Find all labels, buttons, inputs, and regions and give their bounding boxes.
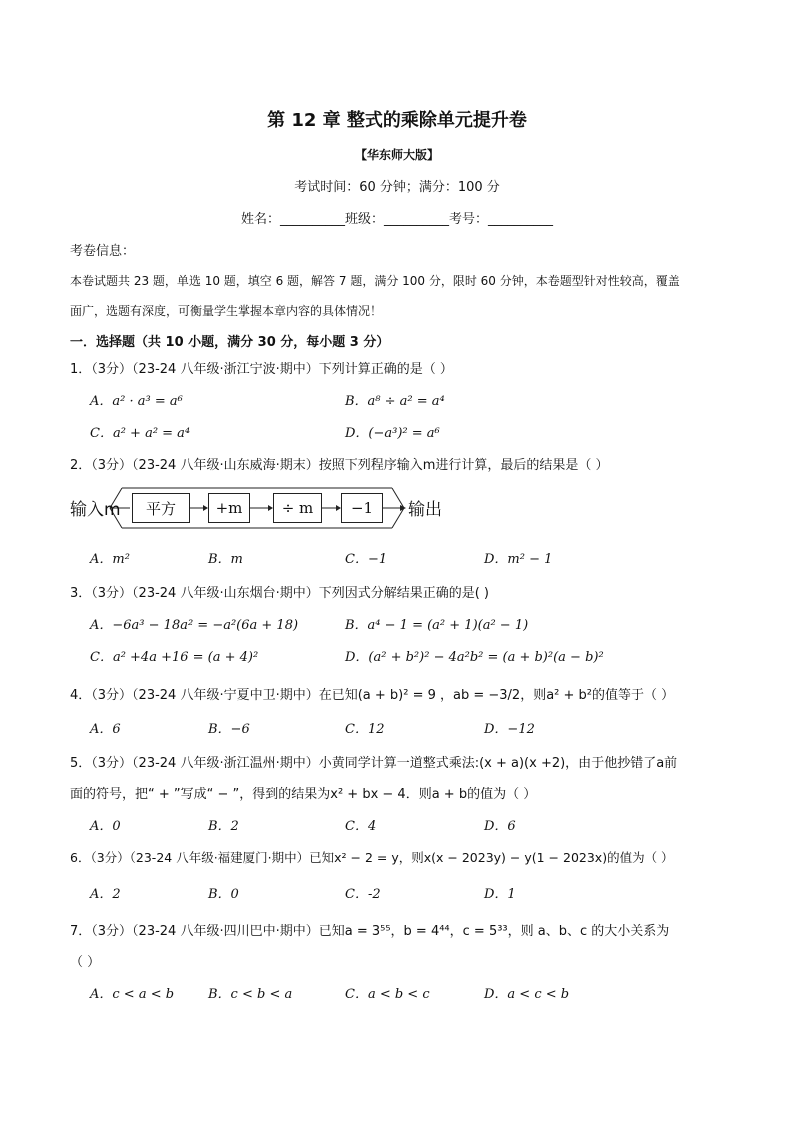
question-6-option-d: D．1 bbox=[484, 887, 516, 902]
question-3-option-d: D．(a² + b²)² − 4a²b² = (a + b)²(a − b)² bbox=[345, 650, 604, 665]
flow-step-minus-1: −1 bbox=[341, 493, 383, 523]
question-5-stem-continued: 面的符号，把“ + ”写成“ − ”，得到的结果为x² + bx − 4．则a + b的值为（ ） bbox=[70, 787, 537, 802]
question-5-option-a: A．0 bbox=[90, 819, 121, 834]
question-4-option-c: C．12 bbox=[345, 722, 385, 737]
question-1-option-c: C．a² + a² = a⁴ bbox=[90, 426, 191, 441]
question-3-option-b: B．a⁴ − 1 = (a² + 1)(a² − 1) bbox=[345, 618, 529, 633]
edition-label: 【华东师大版】 bbox=[354, 148, 439, 162]
question-2-option-b: B．m bbox=[208, 552, 243, 567]
question-5-stem: 5．（3分）（23-24 八年级·浙江温州·期中）小黄同学计算一道整式乘法:(x + a)(x +2)，由于他抄错了a前 bbox=[70, 756, 678, 771]
question-7-option-b: B．c < b < a bbox=[208, 987, 293, 1002]
question-5-option-d: D．6 bbox=[484, 819, 516, 834]
question-1-stem: 1．（3分）（23-24 八年级·浙江宁波·期中）下列计算正确的是（ ） bbox=[70, 362, 453, 377]
question-2-option-d: D．m² − 1 bbox=[484, 552, 553, 567]
question-4-stem: 4．（3分）（23-24 八年级·宁夏中卫·期中）在已知(a + b)² = 9 ，ab = −3/2，则a² + b²的值等于（ ） bbox=[70, 688, 675, 703]
question-7-option-d: D．a < c < b bbox=[484, 987, 570, 1002]
page-title: 第 12 章 整式的乘除单元提升卷 bbox=[267, 110, 527, 131]
flow-input-label: 输入m bbox=[70, 500, 121, 520]
question-4-option-a: A．6 bbox=[90, 722, 121, 737]
question-7-stem: 7．（3分）（23-24 八年级·四川巴中·期中）已知a = 3⁵⁵，b = 4⁴⁴，c = 5³³，则 a、b、c 的大小关系为 bbox=[70, 924, 670, 939]
question-6-stem: 6．（3分）（23-24 八年级·福建厦门·期中）已知x² − 2 = y，则x(x − 2023y) − y(1 − 2023x)的值为（ ） bbox=[70, 850, 674, 865]
info-heading: 考卷信息： bbox=[70, 244, 136, 259]
question-3-option-a: A．−6a³ − 18a² = −a²(6a + 18) bbox=[90, 618, 299, 633]
question-3-option-c: C．a² +4a +16 = (a + 4)² bbox=[90, 650, 259, 665]
question-2-stem: 2．（3分）（23-24 八年级·山东威海·期末）按照下列程序输入m进行计算，最后的结果是（ ） bbox=[70, 458, 609, 473]
flow-step-square: 平方 bbox=[132, 493, 190, 523]
question-1-option-b: B．a⁸ ÷ a² = a⁴ bbox=[345, 394, 445, 409]
question-1-option-d: D．(−a³)² = a⁶ bbox=[345, 426, 440, 441]
question-3-stem: 3．（3分）（23-24 八年级·山东烟台·期中）下列因式分解结果正确的是( ) bbox=[70, 586, 489, 601]
question-1-option-a: A．a² · a³ = a⁶ bbox=[90, 394, 183, 409]
exam-info: 考试时间：60 分钟；满分：100 分 bbox=[294, 180, 500, 195]
flow-step-divide-m: ÷ m bbox=[273, 493, 322, 523]
question-2-option-c: C．−1 bbox=[345, 552, 388, 567]
question-6-option-b: B．0 bbox=[208, 887, 239, 902]
flow-output-label: 输出 bbox=[408, 500, 442, 520]
student-fields: 姓名：__________班级：__________考号：__________ bbox=[240, 212, 553, 227]
question-5-option-b: B．2 bbox=[208, 819, 239, 834]
question-7-option-a: A．c < a < b bbox=[90, 987, 175, 1002]
section-heading: 一．选择题（共 10 小题，满分 30 分，每小题 3 分） bbox=[70, 335, 390, 350]
flowchart-frame bbox=[70, 485, 450, 531]
info-line-2: 面广，选题有深度，可衡量学生掌握本章内容的具体情况！ bbox=[70, 304, 383, 318]
question-7-stem-continued: （ ） bbox=[70, 955, 101, 970]
flow-step-plus-m: +m bbox=[208, 493, 250, 523]
question-6-option-c: C．-2 bbox=[345, 887, 381, 902]
question-4-option-b: B．−6 bbox=[208, 722, 250, 737]
question-4-option-d: D．−12 bbox=[484, 722, 535, 737]
question-2-option-a: A．m² bbox=[90, 552, 130, 567]
program-flowchart bbox=[70, 485, 450, 531]
question-7-option-c: C．a < b < c bbox=[345, 987, 430, 1002]
question-5-option-c: C．4 bbox=[345, 819, 377, 834]
question-6-option-a: A．2 bbox=[90, 887, 121, 902]
info-line-1: 本卷试题共 23 题，单选 10 题，填空 6 题，解答 7 题，满分 100 分，限时 60 分钟，本卷题型针对性较高，覆盖 bbox=[70, 274, 680, 288]
